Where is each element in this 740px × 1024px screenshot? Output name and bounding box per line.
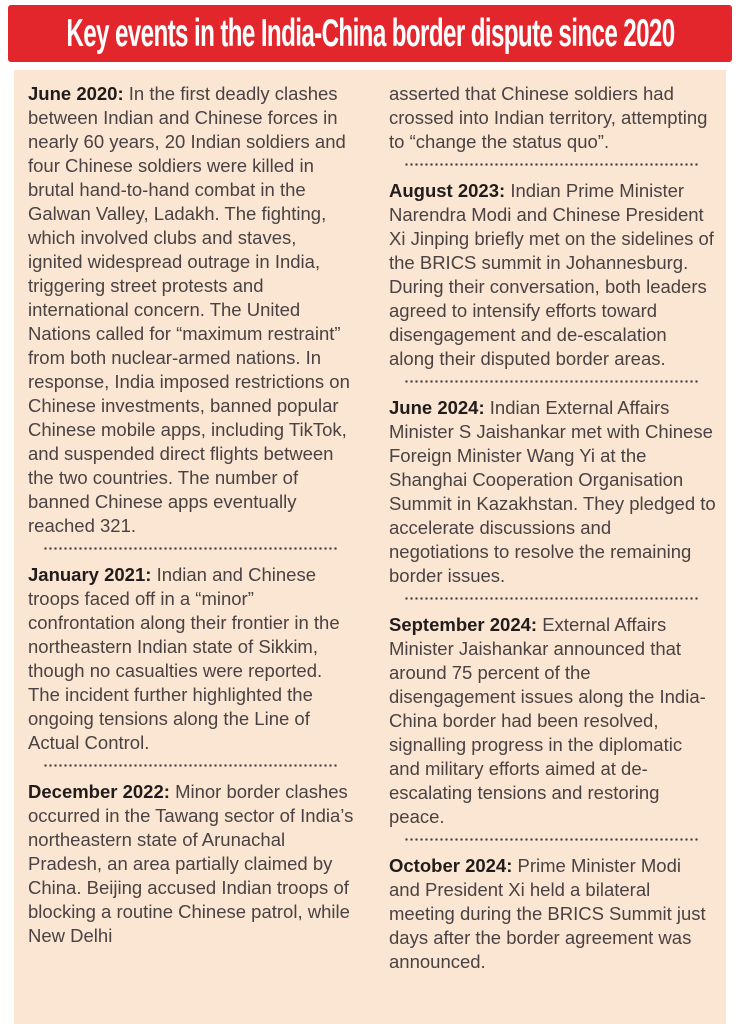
timeline-content-box	[14, 70, 726, 1024]
event-date: January 2021:	[28, 564, 152, 585]
event-date: October 2024:	[389, 855, 513, 876]
event-text: Indian Prime Minister Narendra Modi and Chinese President Xi Jinping briefly met on the sidelines of the BRICS summit in Johannesburg. During their conversation, both leaders agreed to intensify efforts toward disengagement and de-escalation along their disputed border areas.	[389, 180, 714, 369]
column-left	[28, 82, 355, 1014]
event-text: In the first deadly clashes between Indian and Chinese forces in nearly 60 years, 20 Indian soldiers and four Chinese soldiers were killed in brutal hand-to-hand combat in the Galwan Valley, Ladakh. The fighting, which involved clubs and staves, ignited widespread outrage in India, triggering street protests and international concern. The United Nations called for “maximum restraint” from both nuclear-armed nations. In response, India imposed restrictions on Chinese investments, banned popular Chinese mobile apps, including TikTok, and suspended direct flights between the two countries. The number of banned Chinese apps eventually reached 321.	[28, 83, 350, 536]
event-january-2021	[28, 563, 355, 755]
dotted-separator	[404, 163, 698, 166]
event-june-2024	[389, 396, 716, 588]
event-september-2024	[389, 613, 716, 829]
dotted-separator	[404, 597, 698, 600]
event-text: Indian External Affairs Minister S Jaishankar met with Chinese Foreign Minister Wang Yi at the Shanghai Cooperation Organisation Summit in Kazakhstan. They pledged to accelerate discussions and negotiations to resolve the remaining border issues.	[389, 397, 716, 586]
event-text: Indian and Chinese troops faced off in a “minor” confrontation along their frontier in the northeastern Indian state of Sikkim, though no casualties were reported. The incident further highlighted the ongoing tensions along the Line of Actual Control.	[28, 564, 340, 753]
dotted-separator	[43, 547, 337, 550]
event-date: September 2024:	[389, 614, 538, 635]
event-december-2022	[28, 780, 355, 948]
event-october-2024	[389, 854, 716, 974]
event-text: Prime Minister Modi and President Xi held a bilateral meeting during the BRICS Summit just days after the border agreement was announced.	[389, 855, 706, 972]
dotted-separator	[404, 380, 698, 383]
event-june-2020	[28, 82, 355, 538]
event-date: August 2023:	[389, 180, 506, 201]
event-august-2023	[389, 179, 716, 371]
column-right	[389, 82, 716, 1014]
page-title: Key events in the India-China border dispute since 2020	[65, 11, 675, 55]
two-column-layout	[28, 82, 716, 1014]
event-date: June 2024:	[389, 397, 485, 418]
event-text: Minor border clashes occurred in the Tawang sector of India’s northeastern state of Arunachal Pradesh, an area partially claimed by China. Beijing accused Indian troops of blocking a routine Chinese patrol, while New Delhi	[28, 781, 354, 946]
event-text-continuation: asserted that Chinese soldiers had crossed into Indian territory, attempting to “change the status quo”.	[389, 83, 708, 152]
dotted-separator	[43, 764, 337, 767]
event-text: External Affairs Minister Jaishankar announced that around 75 percent of the disengagement issues along the India-China border had been resolved, signalling progress in the diplomatic and military efforts aimed at de-escalating tensions and restoring peace.	[389, 614, 706, 827]
dotted-separator	[404, 838, 698, 841]
event-date: December 2022:	[28, 781, 170, 802]
event-december-2022-continuation	[389, 82, 716, 154]
header-banner	[8, 5, 732, 62]
event-date: June 2020:	[28, 83, 124, 104]
